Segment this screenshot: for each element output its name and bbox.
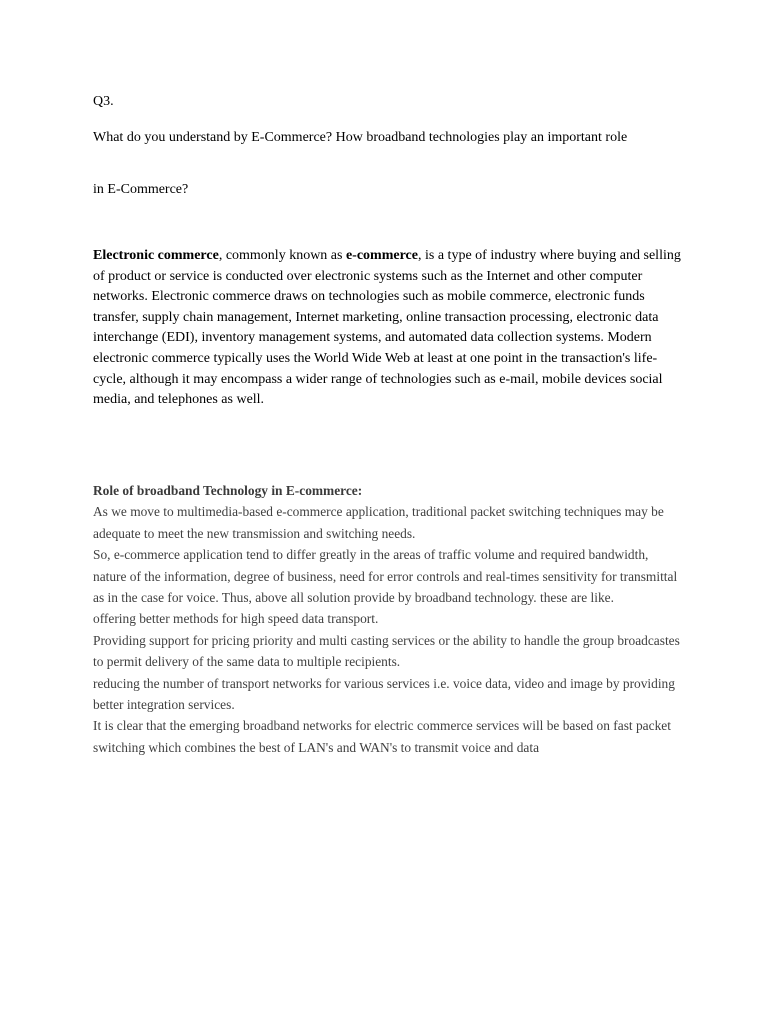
definition-text-b: , is a type of industry where buying and selling of product or service is conducted over electronic systems such as the Internet and other computer networks. Electronic commerce draws on technologies such as mobile commerce, electronic funds transfer, supply chain management, Internet marketing, online transaction processing, electronic data interchange (EDI), inventory management systems, and automated data collection systems. Modern electronic commerce typically uses the World Wide Web at least at one point in the transaction's life-cycle, although it may encompass a wider range of technologies such as e-mail, mobile devices social media, and telephones as well. <box>93 248 681 408</box>
definition-alias: e-commerce <box>345 248 418 263</box>
role-paragraph: reducing the number of transport networks for various services i.e. voice data, video and image by providing better integration services. <box>93 675 675 713</box>
definition-paragraph <box>93 246 683 411</box>
role-section <box>93 480 683 758</box>
definition-text-a: , commonly known as <box>218 248 346 263</box>
role-paragraph: Providing support for pricing priority and multi casting services or the ability to handle the group broadcastes to permit delivery of the same data to multiple recipients. <box>93 632 680 670</box>
question-text-continued: in E-Commerce? <box>93 182 189 197</box>
role-paragraph: offering better methods for high speed data transport. <box>93 611 379 627</box>
question-number: Q3. <box>93 94 114 109</box>
role-paragraph: So, e-commerce application tend to differ greatly in the areas of traffic volume and required bandwidth, nature of the information, degree of business, need for error controls and real-times sensitivity for transmittal as in the case for voice. Thus, above all solution provide by broadband technology. these are like. <box>93 547 678 606</box>
role-paragraph: As we move to multimedia-based e-commerce application, traditional packet switching techniques may be adequate to meet the new transmission and switching needs. <box>93 504 664 541</box>
role-paragraph: It is clear that the emerging broadband networks for electric commerce services will be based on fast packet switching which combines the best of LAN's and WAN's to transmit voice and data <box>93 718 671 755</box>
role-heading: Role of broadband Technology in E-commerce: <box>93 483 363 498</box>
question-text: What do you understand by E-Commerce? How broadband technologies play an important role <box>93 130 628 145</box>
definition-term: Electronic commerce <box>93 248 219 263</box>
